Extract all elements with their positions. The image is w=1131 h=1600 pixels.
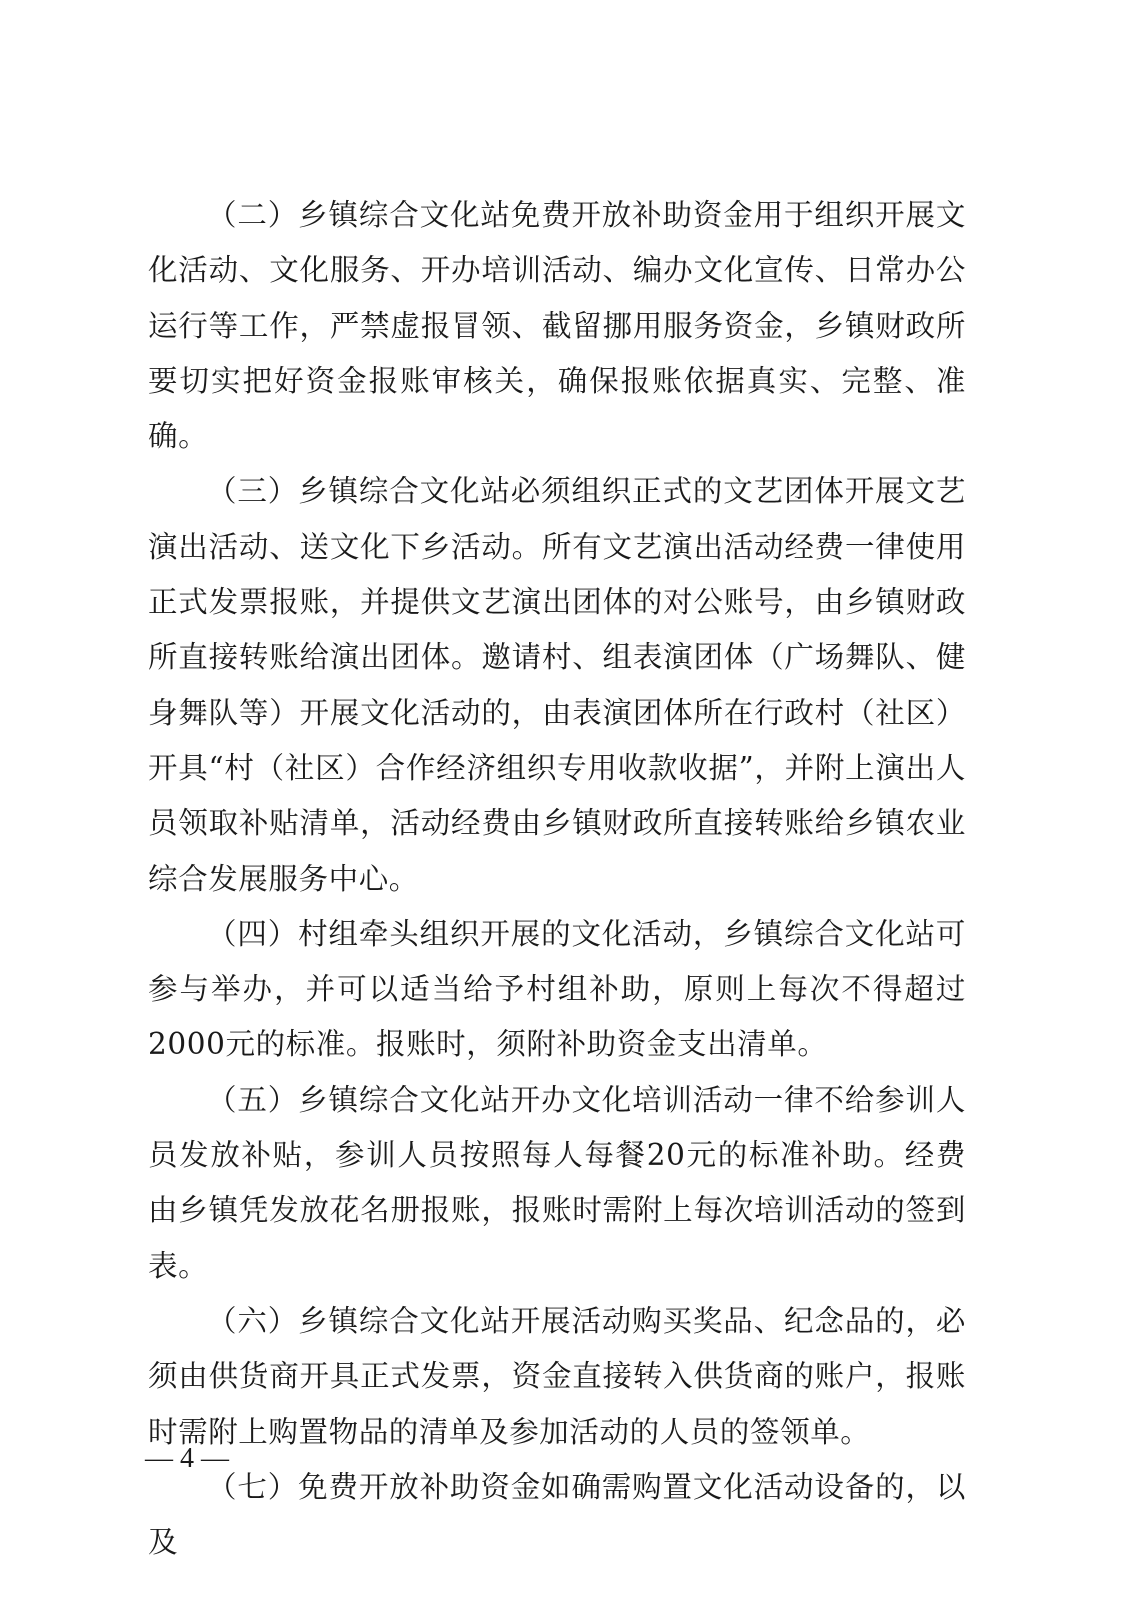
- body-text: [148, 188, 966, 1570]
- paragraph-5: （五）乡镇综合文化站开办文化培训活动一律不给参训人员发放补贴，参训人员按照每人每餐20元的标准补助。经费由乡镇凭发放花名册报账，报账时需附上每次培训活动的签到表。: [148, 1082, 966, 1283]
- paragraph-6: （六）乡镇综合文化站开展活动购买奖品、纪念品的，必须由供货商开具正式发票，资金直接转入供货商的账户，报账时需附上购置物品的清单及参加活动的人员的签领单。: [148, 1303, 966, 1449]
- paragraph-2: （二）乡镇综合文化站免费开放补助资金用于组织开展文化活动、文化服务、开办培训活动、编办文化宣传、日常办公运行等工作，严禁虚报冒领、截留挪用服务资金，乡镇财政所要切实把好资金报账审核关，确保报账依据真实、完整、准确。: [148, 198, 966, 454]
- paragraph-4: （四）村组牵头组织开展的文化活动，乡镇综合文化站可参与举办，并可以适当给予村组补助，原则上每次不得超过2000元的标准。报账时，须附补助资金支出清单。: [148, 916, 966, 1062]
- paragraph-7: （七）免费开放补助资金如确需购置文化活动设备的，以及: [148, 1469, 966, 1560]
- page-number: — 4 —: [145, 1443, 229, 1474]
- paragraph-3: （三）乡镇综合文化站必须组织正式的文艺团体开展文艺演出活动、送文化下乡活动。所有文艺演出活动经费一律使用正式发票报账，并提供文艺演出团体的对公账号，由乡镇财政所直接转账给演出团体。邀请村、组表演团体（广场舞队、健身舞队等）开展文化活动的，由表演团体所在行政村（社区）开具“村（社区）合作经济组织专用收款收据”，并附上演出人员领取补贴清单，活动经费由乡镇财政所直接转账给乡镇农业综合发展服务中心。: [148, 474, 966, 896]
